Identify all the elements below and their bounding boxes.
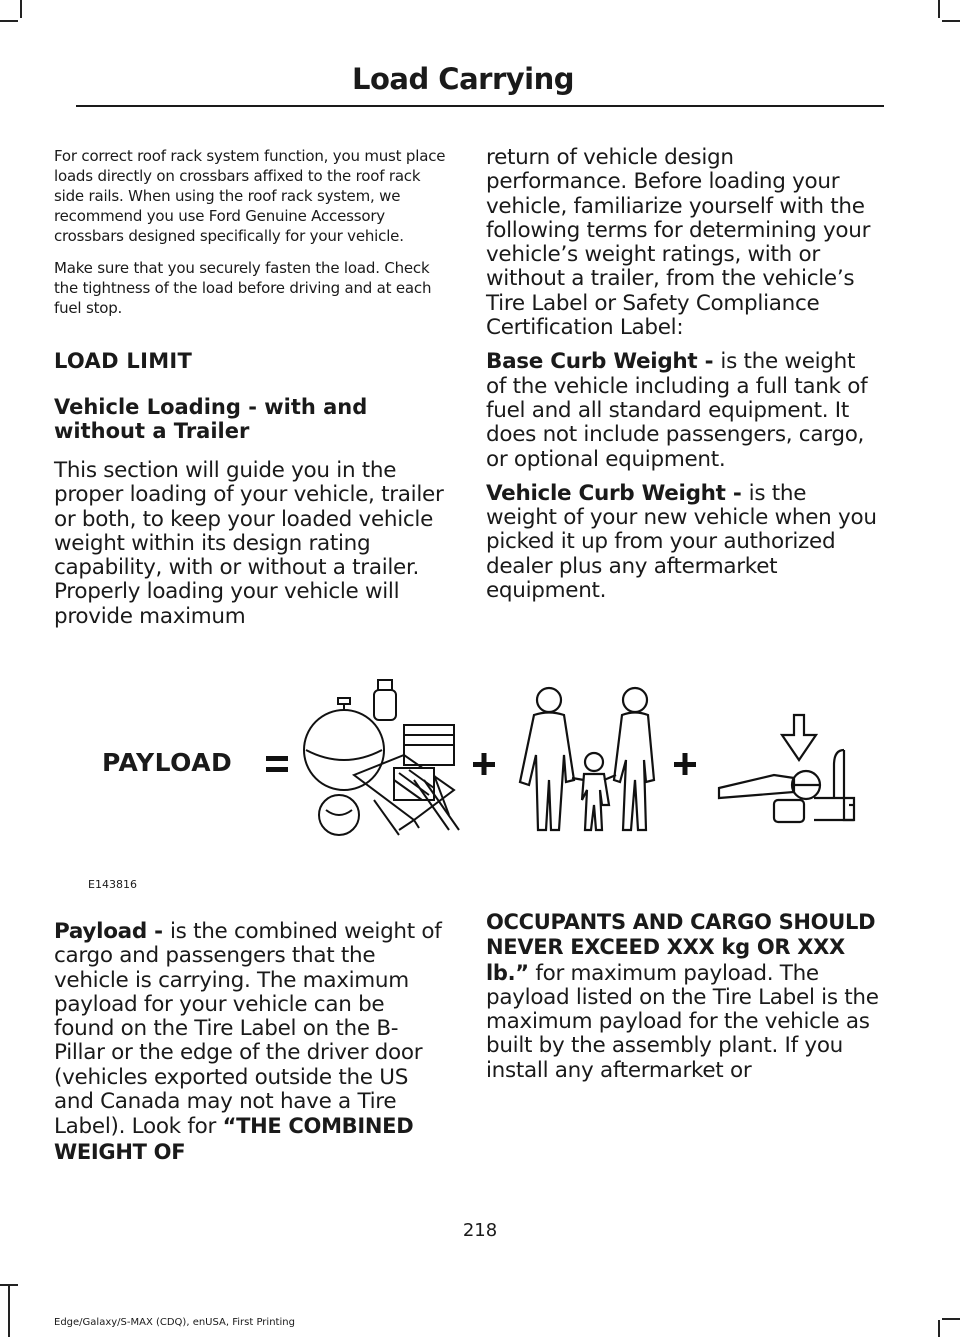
payload-definition <box>54 920 448 1165</box>
section-heading-load-limit: LOAD LIMIT <box>54 349 193 373</box>
term-vehicle-curb-weight: Vehicle Curb Weight - <box>486 480 749 506</box>
loading-intro-paragraph: This section will guide you in the proper loading of your vehicle, trailer or both, to keep your loaded vehicle weight within its design rating capability, with or without a trailer. Properly loading your vehicle will provide maximum <box>54 458 444 629</box>
payload-definition-left <box>54 920 448 1165</box>
payload-diagram <box>54 670 894 895</box>
plus-sign <box>674 753 696 775</box>
crop-mark <box>942 20 960 22</box>
payload-label: PAYLOAD <box>102 748 233 777</box>
term-base-curb-weight: Base Curb Weight - <box>486 349 721 375</box>
base-curb-weight-definition <box>486 350 878 471</box>
page-number: 218 <box>462 1220 498 1241</box>
cargo-icon <box>304 680 459 835</box>
trailer-hitch-icon <box>719 715 854 822</box>
vehicle-curb-weight-definition <box>486 482 878 603</box>
subheading-vehicle-loading: Vehicle Loading - with and without a Trailer <box>54 395 368 443</box>
crop-mark <box>938 0 940 18</box>
fasten-load-paragraph: Make sure that you securely fasten the load. Check the tightness of the load before driving and at each fuel stop. <box>54 259 432 317</box>
label-quote-end: OCCUPANTS AND CARGO SHOULD NEVER EXCEED XXX kg OR XXX lb.” <box>486 910 876 985</box>
header-divider <box>76 105 884 107</box>
payload-definition-right <box>486 910 880 1083</box>
roof-rack-paragraph: For correct roof rack system function, you must place loads directly on crossbars affixed to the roof rack side rails. When using the roof rack system, we recommend you use Ford Genuine Accessory crossbars designed specifically for your vehicle. <box>54 147 446 245</box>
crop-mark <box>942 1318 960 1320</box>
crop-mark <box>20 0 22 18</box>
footer-edition: Edge/Galaxy/S-MAX (CDQ), enUSA, First Printing <box>54 1317 295 1328</box>
payload-text: is the combined weight of cargo and passengers that the vehicle is carrying. The maximum payload for your vehicle can be found on the Tire Label on the B-Pillar or the edge of the driver door (vehicles exported outside the US and Canada may not have a Tire Label). Look for <box>54 919 442 1140</box>
base-curb-weight-text: is the weight of the vehicle including a full tank of fuel and all standard equipment. It does not include passengers, cargo, or optional equipment. <box>486 349 868 472</box>
terms-intro-paragraph: return of vehicle design performance. Before loading your vehicle, familiarize yourself with the following terms for determining your vehicle’s weight ratings, with or without a trailer, from the vehicle’s Tire Label or Safety Compliance Certification Label: <box>486 145 871 341</box>
page-title: Load Carrying <box>351 62 574 96</box>
figure-code: E143816 <box>88 878 137 891</box>
passengers-icon <box>520 688 654 830</box>
plus-sign <box>473 753 495 775</box>
equals-sign <box>266 756 288 772</box>
left-column <box>54 146 446 629</box>
payload-continuation-text: for maximum payload. The payload listed on the Tire Label is the maximum payload for the vehicle as built by the assembly plant. If you install any aftermarket or <box>486 960 879 1083</box>
vehicle-curb-weight-text: is the weight of your new vehicle when you picked it up from your authorized dealer plus any aftermarket equipment. <box>486 480 877 604</box>
payload-illustration <box>54 670 894 895</box>
payload-continuation <box>486 910 880 1083</box>
right-column <box>486 146 878 613</box>
crop-mark <box>938 1320 940 1337</box>
label-quote-start: “THE COMBINED WEIGHT OF <box>54 1114 414 1164</box>
term-payload: Payload - <box>54 919 170 944</box>
crop-mark <box>8 1284 10 1337</box>
crop-mark <box>0 20 18 22</box>
